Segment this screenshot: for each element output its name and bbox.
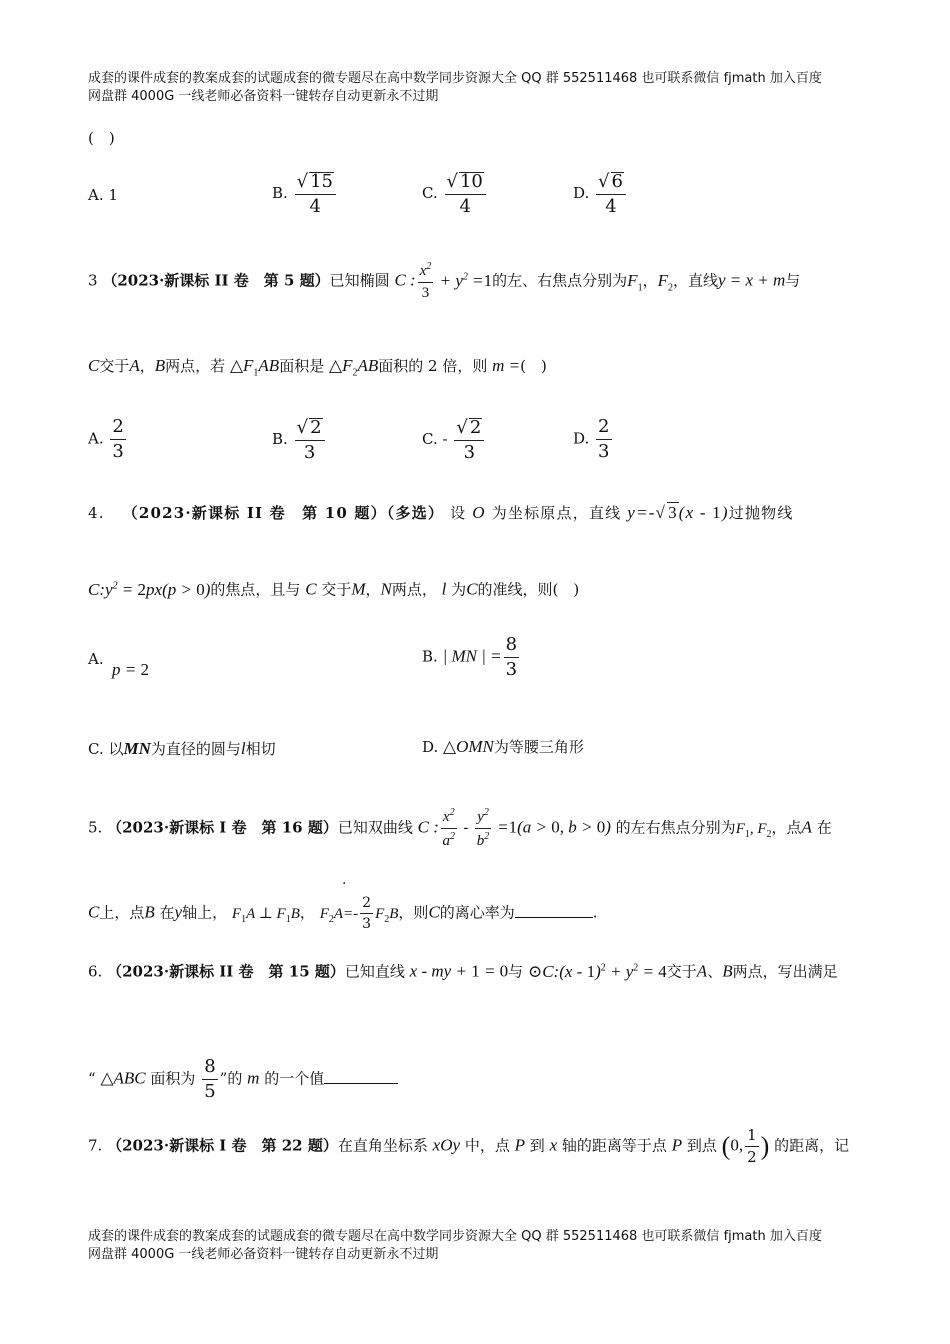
q2-option-b-label: B. <box>272 184 288 202</box>
header-line-2: 网盘群 4000G 一线老师必备资料一键转存自动更新永不过期 <box>88 89 439 104</box>
q4-source: （2023·新课标 II 卷 第 10 题） <box>122 504 387 522</box>
q4-option-a: A. <box>88 650 104 668</box>
q7-stem-line-1: 7. （2023·新课标 I 卷 第 22 题）在直角坐标系 xOy 中，点 P 到 x 轴的距离等于点 P 到点 (0, $\frac{1}{2}$ ) 的距离，记 <box>88 1126 850 1166</box>
q5-answer-blank <box>515 903 593 918</box>
q4-stem-line-2: $C:y^2 = 2px(p > 0)$的焦点，且与 C 交于M，N两点， l 为C的准线，则( ) <box>88 579 580 599</box>
q2-option-b-fraction: $\frac{√ 15}{4}$ <box>295 172 336 216</box>
q5-stem-line-2: C上，点B 在y轴上， $F_1A$ ⊥ $F_1B$， $F_2A=-$ $\frac{2}{3}$ $F_2B$，则C的离心率为 . <box>88 895 598 932</box>
q3-option-a: A. $\frac{2}{3}$ <box>88 416 124 462</box>
q5-stray-dot: . <box>342 872 347 888</box>
q3-source: （2023·新课标 II 卷 第 5 题） <box>102 271 330 290</box>
page-header <box>88 70 822 106</box>
q5-stem-line-1: 5. （2023·新课标 I 卷 第 16 题）已知双曲线 C : $\frac{x^2}{a^2}$ - $\frac{y^2}{b^2}$ =1(a > 0, b > 0) 的左右焦点分别为$F_1$, $F_2$，点A 在 <box>88 807 832 849</box>
q4-option-d: D. △OMN为等腰三角形 <box>422 737 584 756</box>
q2-option-c-label: C. <box>422 184 438 202</box>
q4-option-c: C. 以MN为直径的圆与l相切 <box>88 739 276 758</box>
q4-option-b: B. | MN | = $\frac{8}{3}$ <box>422 634 518 680</box>
q4-stem-line-1: 4. （2023·新课标 II 卷 第 10 题）（多选） 设 O 为坐标原点，直线 y=-√ 3(x - 1)过抛物线 <box>88 503 794 522</box>
footer-line-1: 成套的课件成套的教案成套的试题成套的微专题尽在高中数学同步资源大全 QQ 群 552511468 也可联系微信 fjmath 加入百度 <box>88 1229 822 1244</box>
header-line-1: 成套的课件成套的教案成套的试题成套的微专题尽在高中数学同步资源大全 QQ 群 552511468 也可联系微信 fjmath 加入百度 <box>88 71 822 86</box>
q2-option-d-fraction: $\frac{√ 6}{4}$ <box>596 172 626 216</box>
q2-option-d <box>573 172 628 216</box>
q3-option-d: D. $\frac{2}{3}$ <box>573 416 610 462</box>
footer-line-2: 网盘群 4000G 一线老师必备资料一键转存自动更新永不过期 <box>88 1247 439 1262</box>
q6-stem-line-2: “ △ABC 面积为 $\frac{8}{5}$ ”的 m 的一个值 <box>88 1058 398 1101</box>
q5-source: （2023·新课标 I 卷 第 16 题） <box>107 818 338 837</box>
q2-option-c-fraction: $\frac{√ 10}{4}$ <box>445 172 486 216</box>
q4-option-a-math: p = 2 <box>112 660 149 679</box>
q2-option-c <box>422 172 488 216</box>
q3-stem-line-2: C交于A，B两点，若 $\triangle F_1AB$面积是 $\triangle F_2AB$面积的 2 倍，则 m =( ) <box>88 356 547 379</box>
q2-option-b <box>272 172 338 216</box>
q7-source: （2023·新课标 I 卷 第 22 题） <box>107 1136 338 1155</box>
page-footer <box>88 1228 822 1264</box>
q2-option-a: A. 1 <box>88 186 118 204</box>
q2-bracket: ( ) <box>88 129 115 147</box>
q6-stem-line-1: 6. （2023·新课标 II 卷 第 15 题）已知直线 x - my + 1 = 0与 ⊙C:(x - $1)^2 + y^2 = 4$交于A、B两点，写出满足 <box>88 961 838 981</box>
q3-option-c: C. - $\frac{√ 2}{3}$ <box>422 418 486 462</box>
q3-option-b: B. $\frac{√ 2}{3}$ <box>272 418 327 462</box>
q2-option-d-label: D. <box>573 184 590 202</box>
q6-answer-blank <box>324 1069 398 1084</box>
q6-source: （2023·新课标 II 卷 第 15 题） <box>107 962 345 981</box>
q3-stem-line-1: 3 （2023·新课标 II 卷 第 5 题）已知椭圆 C : $\frac{x^2}{3}$ + $y^2 =1$的左、右焦点分别为$F_1$，$F_2$，直线y = x + m与 <box>88 261 801 301</box>
